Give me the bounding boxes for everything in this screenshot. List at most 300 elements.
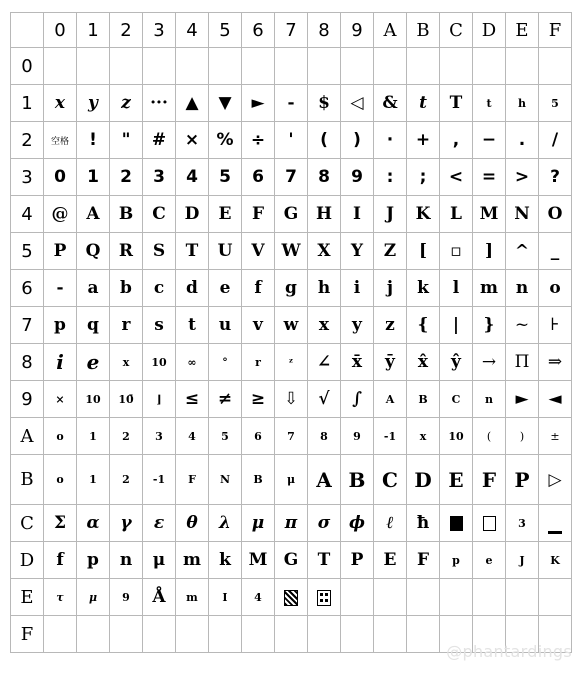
table-cell: T bbox=[308, 542, 341, 579]
table-cell: ▫ bbox=[440, 233, 473, 270]
table-cell: ► bbox=[506, 381, 539, 418]
table-cell bbox=[44, 616, 77, 653]
table-cell: α bbox=[77, 505, 110, 542]
table-cell bbox=[539, 579, 572, 616]
table-cell: μ bbox=[275, 455, 308, 505]
table-cell: Π bbox=[506, 344, 539, 381]
table-cell: x bbox=[110, 344, 143, 381]
column-header: 8 bbox=[308, 13, 341, 48]
table-cell: E bbox=[209, 196, 242, 233]
table-cell: / bbox=[539, 122, 572, 159]
table-cell: = bbox=[473, 159, 506, 196]
table-cell: 10̄ bbox=[110, 381, 143, 418]
table-cell: U bbox=[209, 233, 242, 270]
table-row bbox=[11, 270, 572, 307]
table-cell: . bbox=[506, 122, 539, 159]
table-cell: ▲ bbox=[176, 85, 209, 122]
table-cell bbox=[308, 616, 341, 653]
table-row bbox=[11, 233, 572, 270]
table-cell: T bbox=[440, 85, 473, 122]
table-cell: -1 bbox=[143, 455, 176, 505]
table-cell: N bbox=[506, 196, 539, 233]
table-cell bbox=[77, 616, 110, 653]
table-cell: y bbox=[341, 307, 374, 344]
table-cell bbox=[77, 48, 110, 85]
row-header: B bbox=[11, 455, 44, 505]
table-cell: 6 bbox=[242, 159, 275, 196]
table-cell bbox=[242, 48, 275, 85]
filled-square-glyph bbox=[450, 516, 463, 531]
table-cell bbox=[209, 48, 242, 85]
table-cell bbox=[209, 616, 242, 653]
table-cell: t bbox=[176, 307, 209, 344]
table-cell: 2 bbox=[110, 455, 143, 505]
table-cell: , bbox=[440, 122, 473, 159]
table-cell bbox=[539, 505, 572, 542]
table-cell: ~ bbox=[506, 307, 539, 344]
table-cell: ħ bbox=[407, 505, 440, 542]
table-cell bbox=[341, 579, 374, 616]
table-cell bbox=[374, 48, 407, 85]
table-row bbox=[11, 418, 572, 455]
table-cell: 3 bbox=[143, 418, 176, 455]
column-header: 1 bbox=[77, 13, 110, 48]
table-cell: { bbox=[407, 307, 440, 344]
table-cell: ► bbox=[242, 85, 275, 122]
table-cell: 9 bbox=[110, 579, 143, 616]
table-cell: σ bbox=[308, 505, 341, 542]
table-cell: J bbox=[506, 542, 539, 579]
table-cell bbox=[407, 579, 440, 616]
row-header: E bbox=[11, 579, 44, 616]
table-cell: ℓ bbox=[374, 505, 407, 542]
table-cell: f bbox=[44, 542, 77, 579]
table-cell: 3 bbox=[506, 505, 539, 542]
table-cell: h bbox=[506, 85, 539, 122]
table-cell: 10 bbox=[77, 381, 110, 418]
table-cell: θ bbox=[176, 505, 209, 542]
table-cell: O bbox=[539, 196, 572, 233]
table-cell bbox=[473, 48, 506, 85]
table-cell bbox=[473, 505, 506, 542]
column-header: 9 bbox=[341, 13, 374, 48]
table-cell: e bbox=[77, 344, 110, 381]
table-cell: S bbox=[143, 233, 176, 270]
table-cell: 1 bbox=[77, 455, 110, 505]
table-cell: ◁ bbox=[341, 85, 374, 122]
hollow-square-glyph bbox=[483, 516, 496, 531]
table-cell: | bbox=[440, 307, 473, 344]
table-cell: ⇒ bbox=[539, 344, 572, 381]
table-cell: & bbox=[374, 85, 407, 122]
table-cell: E bbox=[374, 542, 407, 579]
table-cell: n bbox=[506, 270, 539, 307]
table-cell: R bbox=[110, 233, 143, 270]
table-cell: w bbox=[275, 307, 308, 344]
table-cell bbox=[440, 579, 473, 616]
table-cell bbox=[242, 616, 275, 653]
table-cell: 1 bbox=[77, 418, 110, 455]
table-cell: − bbox=[473, 122, 506, 159]
table-cell: " bbox=[110, 122, 143, 159]
table-cell bbox=[110, 48, 143, 85]
table-cell: i bbox=[44, 344, 77, 381]
underbar-glyph bbox=[548, 531, 562, 534]
table-row bbox=[11, 344, 572, 381]
table-cell: ( bbox=[473, 418, 506, 455]
row-header: 7 bbox=[11, 307, 44, 344]
table-cell: Y bbox=[341, 233, 374, 270]
table-cell: ⌋ bbox=[143, 381, 176, 418]
row-header: 6 bbox=[11, 270, 44, 307]
table-cell bbox=[374, 616, 407, 653]
table-cell: F bbox=[242, 196, 275, 233]
table-cell: m bbox=[176, 579, 209, 616]
table-cell: τ bbox=[44, 579, 77, 616]
table-cell: - bbox=[44, 270, 77, 307]
table-cell: g bbox=[275, 270, 308, 307]
column-header: D bbox=[473, 13, 506, 48]
table-cell: ? bbox=[539, 159, 572, 196]
table-cell: C bbox=[440, 381, 473, 418]
table-cell: -1 bbox=[374, 418, 407, 455]
table-cell: e bbox=[209, 270, 242, 307]
table-cell: 0 bbox=[44, 159, 77, 196]
table-cell: D bbox=[407, 455, 440, 505]
table-cell: G bbox=[275, 196, 308, 233]
table-cell: z bbox=[374, 307, 407, 344]
row-header: 2 bbox=[11, 122, 44, 159]
table-cell: f bbox=[242, 270, 275, 307]
table-cell: ] bbox=[473, 233, 506, 270]
table-row bbox=[11, 455, 572, 505]
table-cell: s bbox=[143, 307, 176, 344]
character-code-table bbox=[10, 12, 572, 653]
table-cell bbox=[341, 616, 374, 653]
table-cell bbox=[506, 48, 539, 85]
table-cell: Å bbox=[143, 579, 176, 616]
column-header: 4 bbox=[176, 13, 209, 48]
table-cell: k bbox=[407, 270, 440, 307]
table-cell: 4 bbox=[242, 579, 275, 616]
table-cell: 3 bbox=[143, 159, 176, 196]
table-cell: p bbox=[440, 542, 473, 579]
table-cell: B bbox=[341, 455, 374, 505]
table-cell: 10 bbox=[440, 418, 473, 455]
table-cell: ȳ bbox=[374, 344, 407, 381]
table-cell: × bbox=[176, 122, 209, 159]
table-cell: 4 bbox=[176, 418, 209, 455]
table-cell: } bbox=[473, 307, 506, 344]
table-cell: ŷ bbox=[440, 344, 473, 381]
table-cell: q bbox=[77, 307, 110, 344]
table-cell: I bbox=[209, 579, 242, 616]
column-header: 2 bbox=[110, 13, 143, 48]
table-cell: j bbox=[374, 270, 407, 307]
table-cell: M bbox=[242, 542, 275, 579]
table-cell: T bbox=[176, 233, 209, 270]
column-header: 3 bbox=[143, 13, 176, 48]
table-cell: c bbox=[143, 270, 176, 307]
table-cell: N bbox=[209, 455, 242, 505]
column-header: A bbox=[374, 13, 407, 48]
table-cell: a bbox=[77, 270, 110, 307]
table-cell: H bbox=[308, 196, 341, 233]
table-cell: ··· bbox=[143, 85, 176, 122]
table-cell: o bbox=[44, 455, 77, 505]
table-cell: n bbox=[473, 381, 506, 418]
table-cell bbox=[308, 579, 341, 616]
table-cell: ≥ bbox=[242, 381, 275, 418]
row-header: 8 bbox=[11, 344, 44, 381]
table-cell bbox=[176, 616, 209, 653]
table-cell: λ bbox=[209, 505, 242, 542]
table-cell: x bbox=[407, 418, 440, 455]
table-cell: C bbox=[143, 196, 176, 233]
table-cell: Σ bbox=[44, 505, 77, 542]
table-cell: x̄ bbox=[341, 344, 374, 381]
table-cell: G bbox=[275, 542, 308, 579]
table-cell: V bbox=[242, 233, 275, 270]
column-header: E bbox=[506, 13, 539, 48]
table-cell: ÷ bbox=[242, 122, 275, 159]
table-cell: : bbox=[374, 159, 407, 196]
table-cell: o bbox=[44, 418, 77, 455]
table-cell: F bbox=[407, 542, 440, 579]
table-cell: 6 bbox=[242, 418, 275, 455]
table-cell bbox=[110, 616, 143, 653]
table-cell: p bbox=[77, 542, 110, 579]
table-cell: ≠ bbox=[209, 381, 242, 418]
table-cell: $ bbox=[308, 85, 341, 122]
table-cell: ᶻ bbox=[275, 344, 308, 381]
table-cell: z bbox=[110, 85, 143, 122]
corner-cell bbox=[11, 13, 44, 48]
table-cell: 10 bbox=[143, 344, 176, 381]
table-cell: [ bbox=[407, 233, 440, 270]
table-cell: W bbox=[275, 233, 308, 270]
table-cell: > bbox=[506, 159, 539, 196]
table-cell: L bbox=[440, 196, 473, 233]
table-cell: D bbox=[176, 196, 209, 233]
table-cell: Q bbox=[77, 233, 110, 270]
watermark: @phantardings bbox=[446, 642, 572, 661]
table-cell: x bbox=[44, 85, 77, 122]
table-cell bbox=[44, 48, 77, 85]
table-cell bbox=[539, 48, 572, 85]
table-row bbox=[11, 505, 572, 542]
table-cell: ^ bbox=[506, 233, 539, 270]
table-cell: 空格 bbox=[44, 122, 77, 159]
row-header: C bbox=[11, 505, 44, 542]
table-cell: I bbox=[341, 196, 374, 233]
table-cell: ; bbox=[407, 159, 440, 196]
table-cell: √ bbox=[308, 381, 341, 418]
column-header: C bbox=[440, 13, 473, 48]
row-header: 0 bbox=[11, 48, 44, 85]
table-cell: π bbox=[275, 505, 308, 542]
table-row bbox=[11, 307, 572, 344]
row-header: 9 bbox=[11, 381, 44, 418]
table-cell: μ bbox=[143, 542, 176, 579]
header-row bbox=[11, 13, 572, 48]
table-cell: F bbox=[473, 455, 506, 505]
table-cell: % bbox=[209, 122, 242, 159]
table-cell: 8 bbox=[308, 159, 341, 196]
table-cell: # bbox=[143, 122, 176, 159]
table-cell: ∫ bbox=[341, 381, 374, 418]
table-cell bbox=[143, 48, 176, 85]
table-cell: i bbox=[341, 270, 374, 307]
table-cell: × bbox=[44, 381, 77, 418]
column-header: B bbox=[407, 13, 440, 48]
column-header: 0 bbox=[44, 13, 77, 48]
table-cell: γ bbox=[110, 505, 143, 542]
table-cell: 9 bbox=[341, 159, 374, 196]
table-cell: m bbox=[473, 270, 506, 307]
table-cell: 4 bbox=[176, 159, 209, 196]
table-cell: ! bbox=[77, 122, 110, 159]
table-cell: P bbox=[44, 233, 77, 270]
table-cell: + bbox=[407, 122, 440, 159]
table-cell: 5 bbox=[209, 418, 242, 455]
table-cell: K bbox=[407, 196, 440, 233]
table-cell: 5 bbox=[539, 85, 572, 122]
table-cell: 7 bbox=[275, 159, 308, 196]
table-cell: X bbox=[308, 233, 341, 270]
table-row bbox=[11, 159, 572, 196]
table-cell: B bbox=[110, 196, 143, 233]
table-cell: ( bbox=[308, 122, 341, 159]
row-header: A bbox=[11, 418, 44, 455]
table-cell: h bbox=[308, 270, 341, 307]
table-cell: C bbox=[374, 455, 407, 505]
table-cell: ∠ bbox=[308, 344, 341, 381]
column-header: 6 bbox=[242, 13, 275, 48]
table-cell: t bbox=[473, 85, 506, 122]
table-cell: _ bbox=[539, 233, 572, 270]
table-cell: ◄ bbox=[539, 381, 572, 418]
table-cell: A bbox=[77, 196, 110, 233]
table-cell: ε bbox=[143, 505, 176, 542]
column-header: 5 bbox=[209, 13, 242, 48]
table-cell: x̂ bbox=[407, 344, 440, 381]
checker-block-glyph bbox=[284, 590, 298, 606]
row-header: 4 bbox=[11, 196, 44, 233]
table-cell: 8 bbox=[308, 418, 341, 455]
table-row bbox=[11, 85, 572, 122]
table-cell: ϕ bbox=[341, 505, 374, 542]
table-cell: μ bbox=[77, 579, 110, 616]
table-cell bbox=[275, 616, 308, 653]
table-cell: @ bbox=[44, 196, 77, 233]
table-cell: ▼ bbox=[209, 85, 242, 122]
table-cell: M bbox=[473, 196, 506, 233]
table-cell: Z bbox=[374, 233, 407, 270]
table-row bbox=[11, 579, 572, 616]
table-cell: ⊦ bbox=[539, 307, 572, 344]
table-cell bbox=[374, 579, 407, 616]
table-cell: v bbox=[242, 307, 275, 344]
table-cell: A bbox=[308, 455, 341, 505]
table-cell: d bbox=[176, 270, 209, 307]
column-header: 7 bbox=[275, 13, 308, 48]
table-cell: b bbox=[110, 270, 143, 307]
table-cell: μ bbox=[242, 505, 275, 542]
table-cell: m bbox=[176, 542, 209, 579]
table-cell bbox=[341, 48, 374, 85]
table-cell: ) bbox=[506, 418, 539, 455]
table-row bbox=[11, 381, 572, 418]
row-header: 1 bbox=[11, 85, 44, 122]
row-header: F bbox=[11, 616, 44, 653]
table-cell: ' bbox=[275, 122, 308, 159]
table-cell: 2 bbox=[110, 418, 143, 455]
table-cell: y bbox=[77, 85, 110, 122]
table-cell: ° bbox=[209, 344, 242, 381]
table-cell: P bbox=[341, 542, 374, 579]
table-cell: 2 bbox=[110, 159, 143, 196]
table-row bbox=[11, 122, 572, 159]
table-cell: - bbox=[275, 85, 308, 122]
table-cell: E bbox=[440, 455, 473, 505]
table-cell: ▷ bbox=[539, 455, 572, 505]
table-cell: ∞ bbox=[176, 344, 209, 381]
table-cell: l bbox=[440, 270, 473, 307]
table-row bbox=[11, 196, 572, 233]
table-cell: B bbox=[242, 455, 275, 505]
table-cell: x bbox=[308, 307, 341, 344]
row-header: 3 bbox=[11, 159, 44, 196]
table-cell bbox=[440, 48, 473, 85]
table-cell: ± bbox=[539, 418, 572, 455]
table-cell bbox=[176, 48, 209, 85]
table-cell: ) bbox=[341, 122, 374, 159]
table-cell: F bbox=[176, 455, 209, 505]
row-header: D bbox=[11, 542, 44, 579]
table-cell bbox=[506, 579, 539, 616]
table-cell: 7 bbox=[275, 418, 308, 455]
table-cell: < bbox=[440, 159, 473, 196]
table-cell: 5 bbox=[209, 159, 242, 196]
table-cell bbox=[473, 579, 506, 616]
tile-block-glyph bbox=[317, 590, 331, 606]
table-cell: k bbox=[209, 542, 242, 579]
column-header: F bbox=[539, 13, 572, 48]
table-cell: A bbox=[374, 381, 407, 418]
table-cell: · bbox=[374, 122, 407, 159]
table-cell: t bbox=[407, 85, 440, 122]
table-cell: 9 bbox=[341, 418, 374, 455]
table-cell bbox=[407, 616, 440, 653]
table-row bbox=[11, 48, 572, 85]
table-cell bbox=[275, 48, 308, 85]
row-header: 5 bbox=[11, 233, 44, 270]
table-cell: e bbox=[473, 542, 506, 579]
table-cell bbox=[440, 505, 473, 542]
table-cell: K bbox=[539, 542, 572, 579]
table-cell: ⇩ bbox=[275, 381, 308, 418]
table-cell: P bbox=[506, 455, 539, 505]
table-cell bbox=[275, 579, 308, 616]
table-row bbox=[11, 542, 572, 579]
table-cell: 1 bbox=[77, 159, 110, 196]
table-cell: r bbox=[110, 307, 143, 344]
table-cell bbox=[143, 616, 176, 653]
table-cell: n bbox=[110, 542, 143, 579]
table-cell: u bbox=[209, 307, 242, 344]
table-cell bbox=[308, 48, 341, 85]
